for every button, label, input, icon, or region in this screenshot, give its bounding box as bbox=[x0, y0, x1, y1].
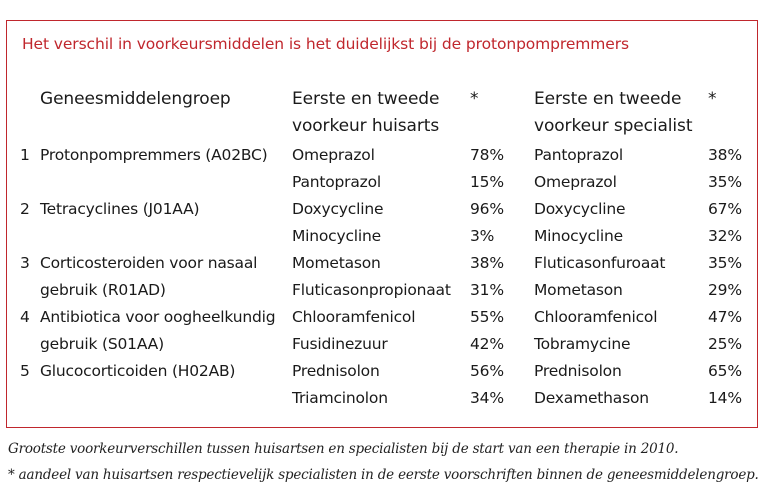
gp-percentage: 34% bbox=[470, 389, 504, 407]
header-sp-line1: Eerste en tweede bbox=[534, 89, 682, 109]
header-gp-pct: * bbox=[470, 89, 479, 109]
group-name: Corticosteroiden voor nasaal bbox=[40, 254, 258, 272]
caption-main: Grootste voorkeurverschillen tussen huisartsen en specialisten bij de start van een therapie in 2010. bbox=[8, 441, 679, 457]
gp-medicine: Omeprazol bbox=[292, 146, 375, 164]
group-name: Tetracyclines (J01AA) bbox=[40, 200, 200, 218]
group-name: Antibiotica voor oogheelkundig bbox=[40, 308, 276, 326]
gp-medicine: Doxycycline bbox=[292, 200, 384, 218]
group-name: Protonpompremmers (A02BC) bbox=[40, 146, 268, 164]
gp-medicine: Chlooramfenicol bbox=[292, 308, 416, 326]
gp-percentage: 55% bbox=[470, 308, 504, 326]
row-number: 4 bbox=[20, 308, 30, 326]
sp-medicine: Minocycline bbox=[534, 227, 623, 245]
gp-medicine: Triamcinolon bbox=[292, 389, 388, 407]
row-number: 2 bbox=[20, 200, 30, 218]
group-name: Glucocorticoiden (H02AB) bbox=[40, 362, 236, 380]
group-name-cont: gebruik (S01AA) bbox=[40, 335, 164, 353]
sp-percentage: 35% bbox=[708, 254, 742, 272]
sp-medicine: Mometason bbox=[534, 281, 623, 299]
sp-medicine: Omeprazol bbox=[534, 173, 617, 191]
gp-percentage: 78% bbox=[470, 146, 504, 164]
gp-percentage: 15% bbox=[470, 173, 504, 191]
sp-medicine: Doxycycline bbox=[534, 200, 626, 218]
sp-percentage: 38% bbox=[708, 146, 742, 164]
sp-percentage: 29% bbox=[708, 281, 742, 299]
header-sp-line2: voorkeur specialist bbox=[534, 116, 693, 136]
gp-percentage: 96% bbox=[470, 200, 504, 218]
header-group: Geneesmiddelengroep bbox=[40, 89, 231, 109]
sp-percentage: 32% bbox=[708, 227, 742, 245]
header-gp-line2: voorkeur huisarts bbox=[292, 116, 440, 136]
table-title: Het verschil in voorkeursmiddelen is het duidelijkst bij de protonpompremmers bbox=[22, 35, 629, 53]
gp-percentage: 31% bbox=[470, 281, 504, 299]
gp-medicine: Pantoprazol bbox=[292, 173, 381, 191]
sp-percentage: 65% bbox=[708, 362, 742, 380]
sp-medicine: Chlooramfenicol bbox=[534, 308, 658, 326]
header-sp-pct: * bbox=[708, 89, 717, 109]
sp-percentage: 67% bbox=[708, 200, 742, 218]
gp-medicine: Mometason bbox=[292, 254, 381, 272]
sp-medicine: Fluticasonfuroaat bbox=[534, 254, 666, 272]
group-name-cont: gebruik (R01AD) bbox=[40, 281, 166, 299]
gp-percentage: 38% bbox=[470, 254, 504, 272]
sp-medicine: Dexamethason bbox=[534, 389, 649, 407]
gp-percentage: 42% bbox=[470, 335, 504, 353]
sp-medicine: Prednisolon bbox=[534, 362, 622, 380]
caption-footnote: * aandeel van huisartsen respectievelijk specialisten in de eerste voorschriften binnen de geneesmiddelengroep. bbox=[8, 467, 759, 483]
gp-medicine: Fusidinezuur bbox=[292, 335, 388, 353]
sp-percentage: 47% bbox=[708, 308, 742, 326]
row-number: 3 bbox=[20, 254, 30, 272]
gp-percentage: 56% bbox=[470, 362, 504, 380]
gp-percentage: 3% bbox=[470, 227, 495, 245]
sp-percentage: 14% bbox=[708, 389, 742, 407]
gp-medicine: Fluticasonpropionaat bbox=[292, 281, 451, 299]
sp-percentage: 35% bbox=[708, 173, 742, 191]
sp-percentage: 25% bbox=[708, 335, 742, 353]
gp-medicine: Minocycline bbox=[292, 227, 381, 245]
row-number: 5 bbox=[20, 362, 30, 380]
gp-medicine: Prednisolon bbox=[292, 362, 380, 380]
row-number: 1 bbox=[20, 146, 30, 164]
sp-medicine: Pantoprazol bbox=[534, 146, 623, 164]
header-gp-line1: Eerste en tweede bbox=[292, 89, 440, 109]
sp-medicine: Tobramycine bbox=[534, 335, 631, 353]
